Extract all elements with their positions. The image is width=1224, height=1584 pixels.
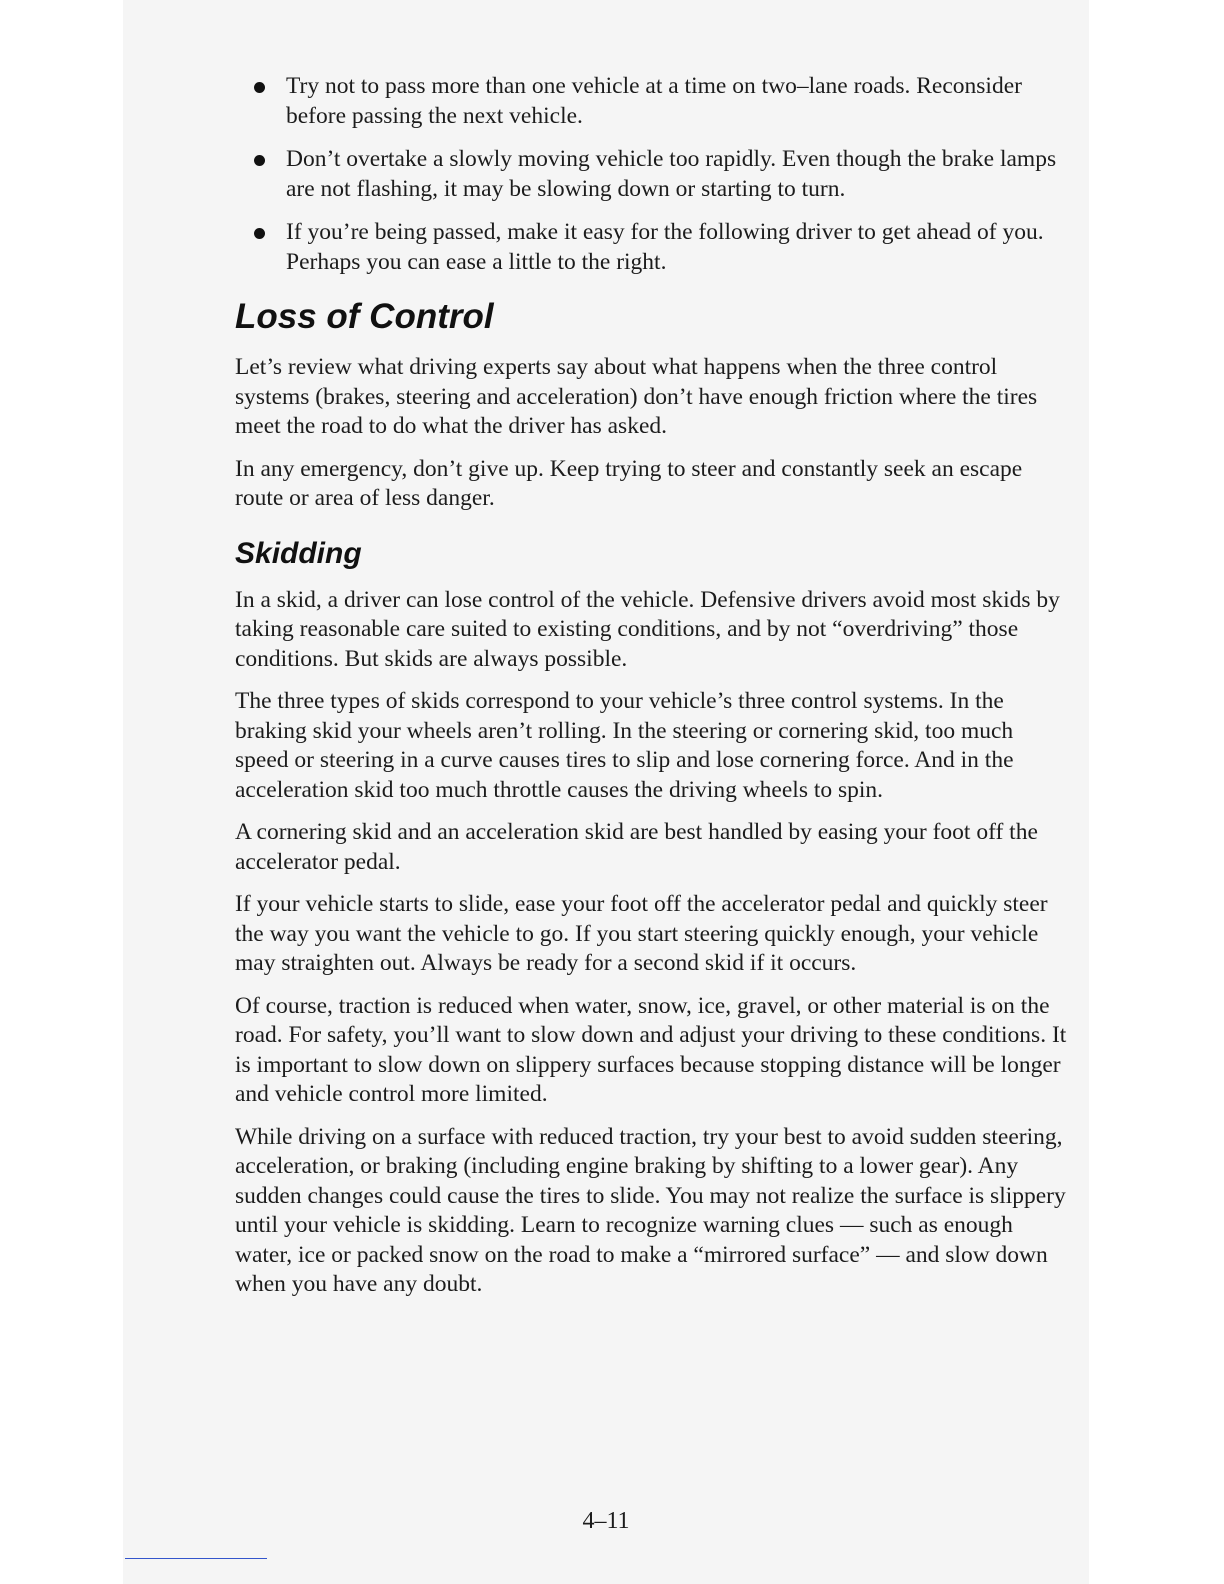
bullet-text: If you’re being passed, make it easy for the following driver to get ahead of you. Perhaps you can ease a little to the right. [286,219,1044,275]
paragraph: While driving on a surface with reduced traction, try your best to avoid sudden steering, acceleration, or braking (including engine braking by shifting to a lower gear). Any sudden changes could cause the tires to slide. You may not realize the surface is slippery until your vehicle is skidding. Learn to recognize warning clues — such as enough water, ice or packed snow on the road to make a “mirrored surface” — and slow down when you have any doubt. [235,1123,1066,1297]
list-item [235,145,1071,204]
skidding-heading: Skidding [235,536,362,570]
page-content [235,72,1071,1313]
list-item [235,72,1071,131]
page-number: 4–11 [582,1508,630,1534]
bullet-icon [254,228,265,239]
passing-tips-list [235,72,1071,277]
paragraph: The three types of skids correspond to your vehicle’s three control systems. In the braking skid your wheels aren’t rolling. In the steering or cornering skid, too much speed or steering in a curve causes tires to slip and lose cornering force. And in the acceleration skid too much throttle causes the driving wheels to spin. [235,688,1014,803]
paragraph: In a skid, a driver can lose control of the vehicle. Defensive drivers avoid most skids by taking reasonable care suited to existing conditions, and by not “overdriving” those conditions. But skids are always possible. [235,586,1060,672]
bullet-icon [254,82,265,93]
paragraph: In any emergency, don’t give up. Keep trying to steer and constantly seek an escape route or area of less danger. [235,455,1023,511]
bullet-text: Try not to pass more than one vehicle at a time on two–lane roads. Reconsider before passing the next vehicle. [286,73,1022,129]
document-page [123,0,1089,1584]
paragraph: A cornering skid and an acceleration skid are best handled by easing your foot off the accelerator pedal. [235,819,1038,875]
paragraph: Of course, traction is reduced when water, snow, ice, gravel, or other material is on the road. For safety, you’ll want to slow down and adjust your driving to these conditions. It is important to slow down on slippery surfaces because stopping distance will be longer and vehicle control more limited. [235,992,1067,1107]
paragraph: If your vehicle starts to slide, ease your foot off the accelerator pedal and quickly steer the way you want the vehicle to go. If you start steering quickly enough, your vehicle may straighten out. Always be ready for a second skid if it occurs. [235,891,1048,976]
loss-of-control-heading: Loss of Control [235,297,494,336]
paragraph: Let’s review what driving experts say about what happens when the three control systems (brakes, steering and acceleration) don’t have enough friction where the tires meet the road to do what the driver has asked. [235,354,1038,439]
bullet-text: Don’t overtake a slowly moving vehicle too rapidly. Even though the brake lamps are not flashing, it may be slowing down or starting to turn. [286,146,1057,202]
list-item [235,218,1071,277]
footer-divider [125,1558,267,1559]
bullet-icon [254,155,265,166]
